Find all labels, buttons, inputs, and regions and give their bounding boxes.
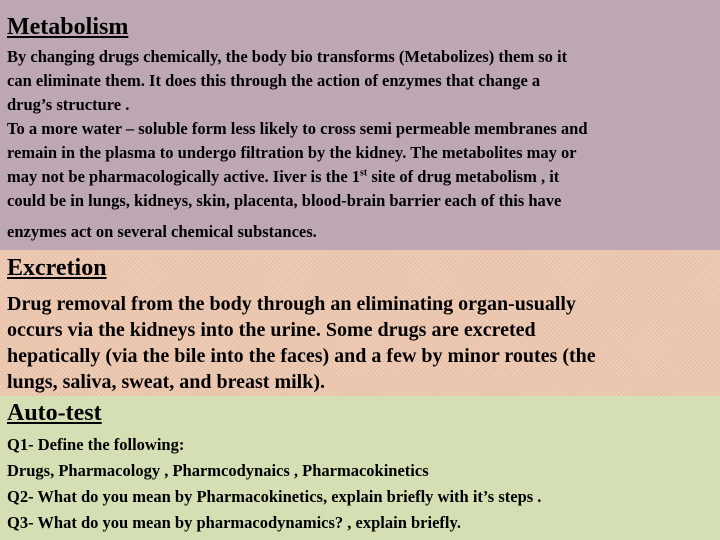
excretion-line: lungs, saliva, sweat, and breast milk).: [7, 371, 326, 393]
metabolism-line-liver-end: site of drug metabolism , it: [367, 167, 560, 186]
metabolism-line-liver: [7, 165, 717, 189]
excretion-line: hepatically (via the bile into the faces) and a few by minor routes (the: [7, 345, 596, 367]
question-line: Q1- Define the following:: [7, 435, 185, 454]
excretion-line: occurs via the kidneys into the urine. Some drugs are excreted: [7, 319, 536, 341]
excretion-line: Drug removal from the body through an eliminating organ-usually: [7, 293, 576, 315]
metabolism-heading: Metabolism: [7, 14, 129, 40]
ordinal-superscript: st: [360, 167, 368, 179]
metabolism-line: By changing drugs chemically, the body bio transforms (Metabolizes) them so it: [7, 47, 568, 66]
question-line: Drugs, Pharmacology , Pharmcodynaics , Pharmacokinetics: [7, 461, 429, 480]
question-line: Q2- What do you mean by Pharmacokinetics, explain briefly with it’s steps .: [7, 487, 542, 506]
excretion-section: [0, 250, 720, 396]
autotest-section: [0, 396, 720, 540]
metabolism-line-liver-start: may not be pharmacologically active. Iiver is the 1: [7, 167, 361, 186]
metabolism-paragraph: [7, 45, 717, 244]
metabolism-line: To a more water – soluble form less likely to cross semi permeable membranes and: [7, 119, 588, 138]
autotest-questions: [7, 432, 717, 536]
metabolism-line: can eliminate them. It does this through the action of enzymes that change a: [7, 71, 541, 90]
question-line: Q3- What do you mean by pharmacodynamics? , explain briefly.: [7, 513, 461, 532]
metabolism-line: drug’s structure .: [7, 95, 130, 114]
metabolism-line: remain in the plasma to undergo filtration by the kidney. The metabolites may or: [7, 143, 577, 162]
metabolism-section: [0, 0, 720, 250]
autotest-heading: Auto-test: [7, 400, 102, 426]
metabolism-line: enzymes act on several chemical substances.: [7, 222, 317, 241]
excretion-paragraph: [7, 291, 717, 395]
metabolism-line: could be in lungs, kidneys, skin, placenta, blood-brain barrier each of this have: [7, 191, 562, 210]
excretion-heading: Excretion: [7, 255, 107, 281]
